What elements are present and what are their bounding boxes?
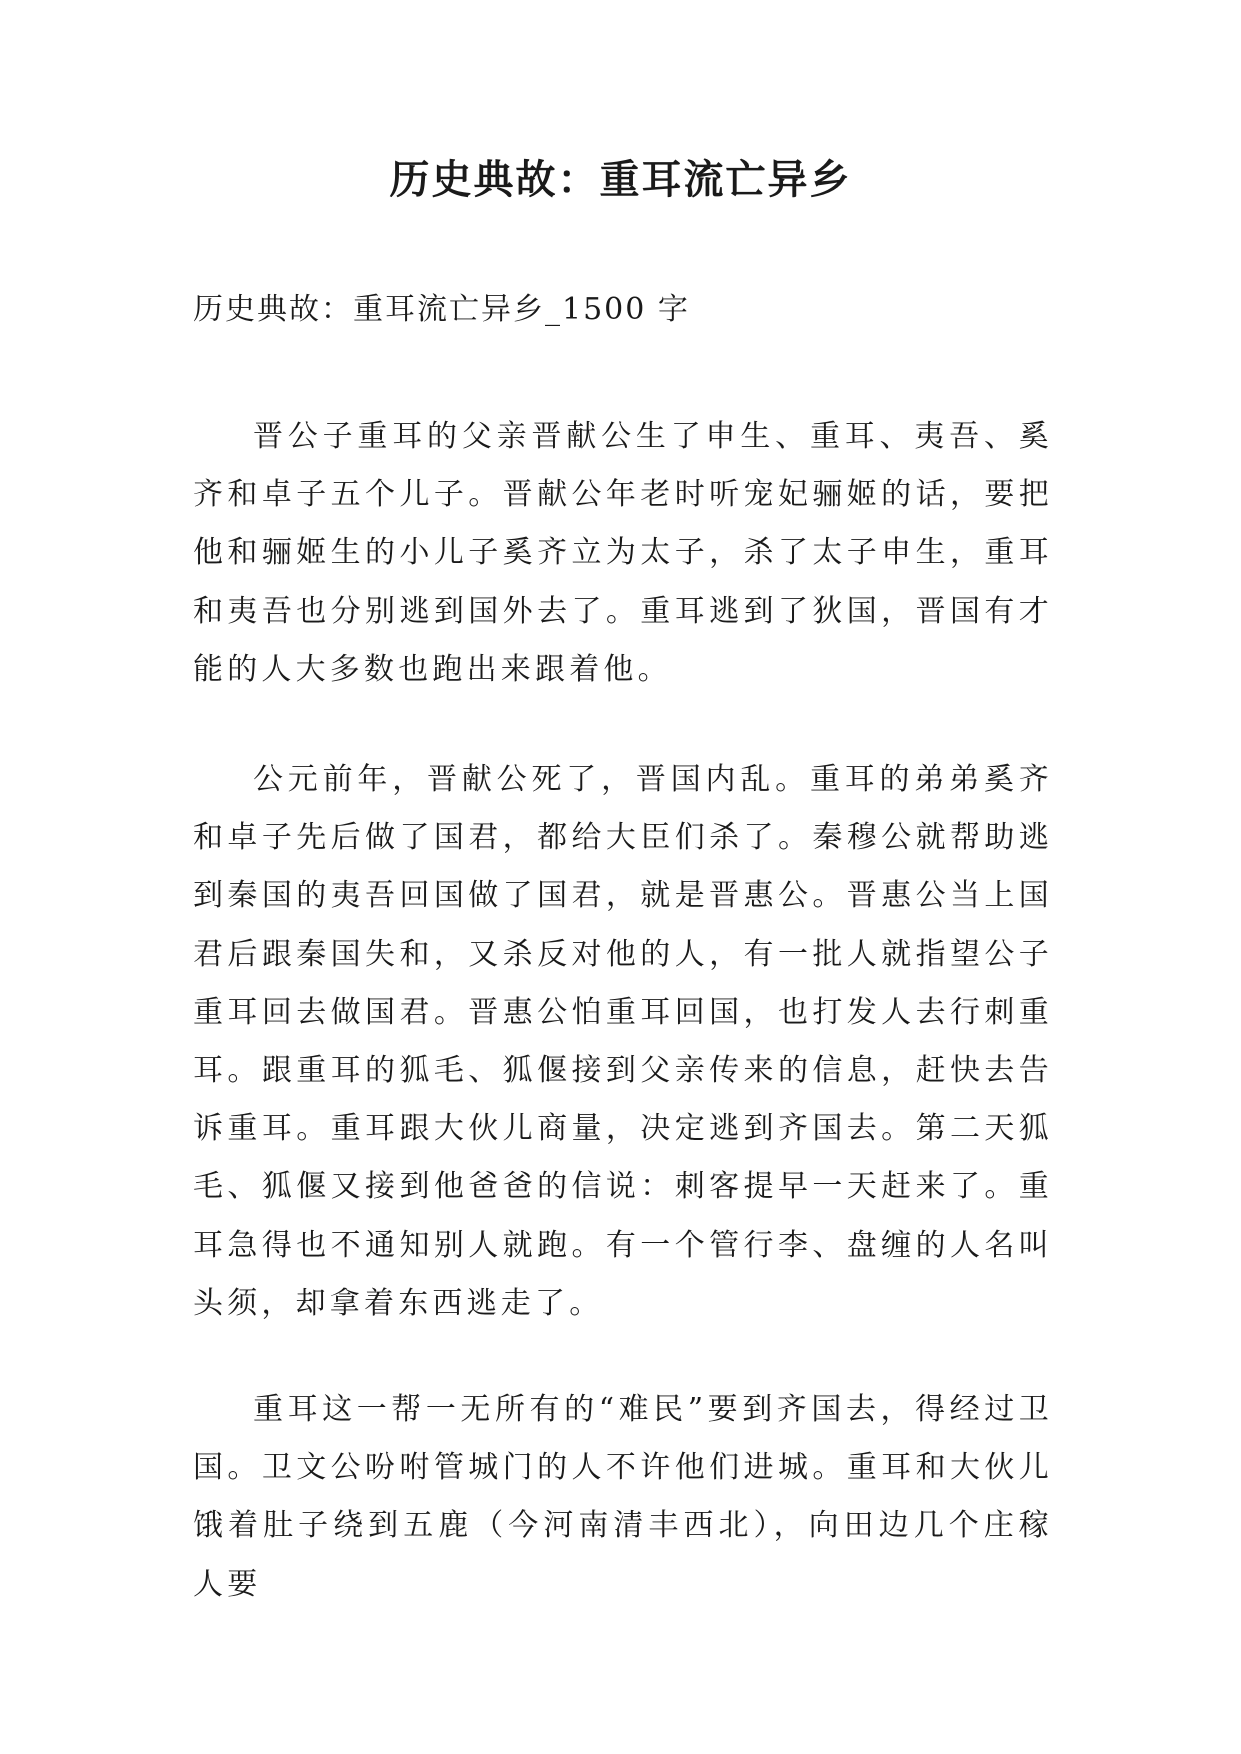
paragraph-3: 重耳这一帮一无所有的“难民”要到齐国去，得经过卫国。卫文公吩咐管城门的人不许他们进城。重耳和大伙儿饿着肚子绕到五鹿（今河南清丰西北），向田边几个庄稼人要 bbox=[193, 1392, 1053, 1602]
paragraph-1: 晋公子重耳的父亲晋献公生了申生、重耳、夷吾、奚齐和卓子五个儿子。晋献公年老时听宠妃骊姬的话，要把他和骊姬生的小儿子奚齐立为太子，杀了太子申生，重耳和夷吾也分别逃到国外去了。重耳逃到了狄国，晋国有才能的人大多数也跑出来跟着他。 bbox=[193, 419, 1053, 687]
paragraph-2: 公元前年，晋献公死了，晋国内乱。重耳的弟弟奚齐和卓子先后做了国君，都给大臣们杀了。秦穆公就帮助逃到秦国的夷吾回国做了国君，就是晋惠公。晋惠公当上国君后跟秦国失和，又杀反对他的人，有一批人就指望公子重耳回去做国君。晋惠公怕重耳回国，也打发人去行刺重耳。跟重耳的狐毛、狐偃接到父亲传来的信息，赶快去告诉重耳。重耳跟大伙儿商量，决定逃到齐国去。第二天狐毛、狐偃又接到他爸爸的信说：刺客提早一天赶来了。重耳急得也不通知别人就跑。有一个管行李、盘缠的人名叫头须，却拿着东西逃走了。 bbox=[193, 762, 1053, 1321]
document-subtitle: 历史典故：重耳流亡异乡_1500 字 bbox=[193, 292, 690, 327]
document-title: 历史典故：重耳流亡异乡 bbox=[389, 156, 852, 203]
